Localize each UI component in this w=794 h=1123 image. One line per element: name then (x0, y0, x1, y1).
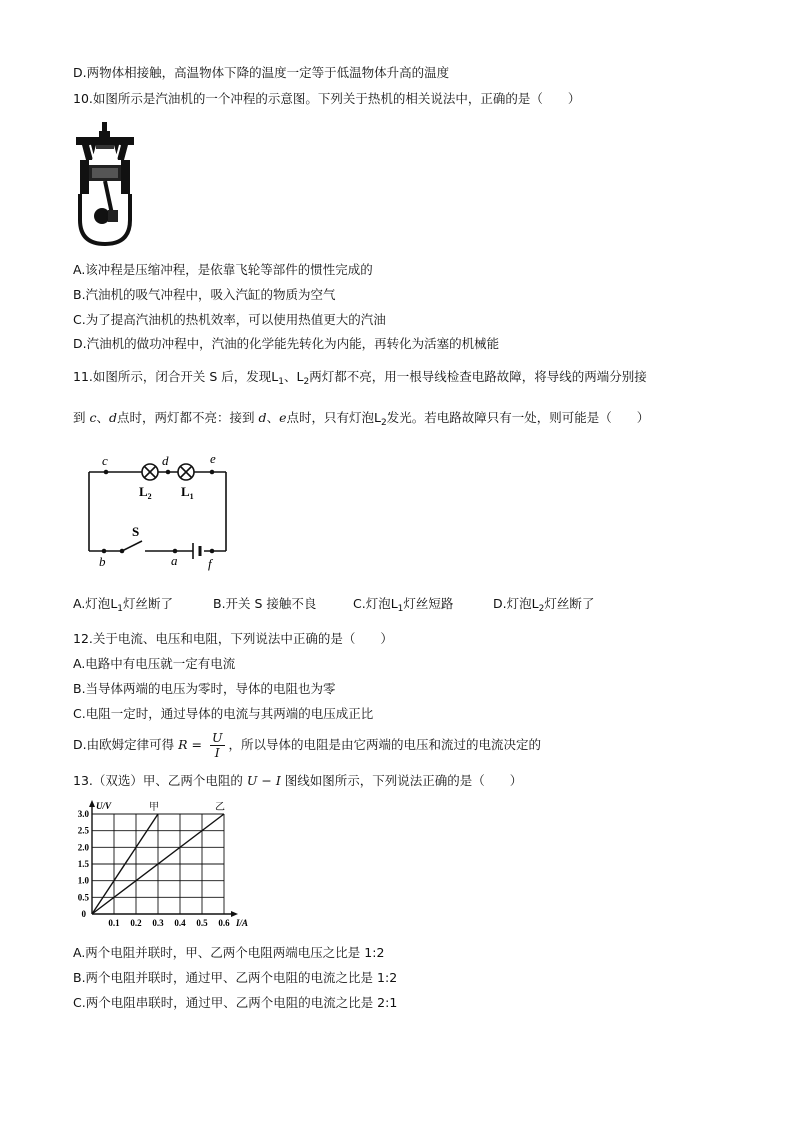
q12-option-c: C.电阻一定时，通过导体的电流与其两端的电压成正比 (73, 706, 374, 721)
q13-option-a: A.两个电阻并联时，甲、乙两个电阻两端电压之比是 1:2 (73, 945, 385, 960)
label-e: e (210, 452, 216, 466)
q9-option-d: D.两物体相接触，高温物体下降的温度一定等于低温物体升高的温度 (73, 65, 450, 80)
y-tick-label: 3.0 (77, 809, 89, 819)
q10-option-a: A.该冲程是压缩冲程，是依靠飞轮等部件的惯性完成的 (73, 262, 373, 277)
y-tick-label: 1.0 (77, 875, 89, 886)
y-tick-label: 0.5 (77, 892, 89, 903)
x-tick-label: 0.4 (174, 918, 186, 928)
x-axis-label: I/A (236, 918, 249, 928)
label-l1: $L_1$ (181, 484, 194, 501)
formula-r: R (178, 737, 188, 752)
q11-stem2-b: 点时，两灯都不亮：接到 (117, 410, 255, 425)
q11-l1: $L_1$ (271, 369, 284, 387)
q11-option-d: D.灯泡$L_2$灯丝断了 (493, 596, 595, 614)
q12-option-a: A.电路中有电压就一定有电流 (73, 656, 236, 671)
q12-option-b: B.当导体两端的电压为零时，导体的电阻也为零 (73, 681, 336, 696)
q12-opt-d-post: ，所以导体的电阻是由它两端的电压和流过的电流决定的 (228, 737, 542, 752)
q11-point-d: d (109, 410, 118, 425)
y-axis-label: U/V (96, 801, 112, 811)
q11-point-c: c (89, 410, 97, 425)
q12-stem: 12.关于电流、电压和电阻，下列说法中正确的是（ ） (73, 631, 393, 646)
q11-sep: 、 (283, 369, 297, 384)
x-tick-label: 0.1 (108, 918, 120, 928)
label-l2: $L_2$ (139, 484, 152, 501)
q11-stem-line2: 到 c、d点时，两灯都不亮：接到 d、e点时，只有灯泡$L_2$发光。若电路故障只有一处，则可能是（ ） (73, 410, 650, 428)
q11-stem-a: 11.如图所示，闭合开关 S 后，发现 (73, 369, 272, 384)
x-tick-label: 0.6 (218, 918, 230, 928)
q11-l2-b: $L_2$ (374, 410, 387, 428)
q13-option-b: B.两个电阻并联时，通过甲、乙两个电阻的电流之比是 1:2 (73, 970, 398, 985)
q10-option-c: C.为了提高汽油机的热机效率，可以使用热值更大的汽油 (73, 312, 386, 327)
q11-option-c: C.灯泡$L_1$灯丝短路 (353, 596, 454, 614)
x-tick-label: 0.2 (130, 918, 142, 928)
q11-stem2-a: 到 (73, 410, 86, 425)
origin-label: 0 (81, 909, 86, 919)
q13-stem-b: 图线如图所示，下列说法正确的是（ ） (284, 773, 523, 788)
formula-eq: = (191, 737, 202, 752)
q10-option-b: B.汽油机的吸气冲程中，吸入汽缸的物质为空气 (73, 287, 336, 302)
q13-ui: U − I (246, 773, 281, 788)
y-tick-label: 2.0 (77, 842, 89, 853)
q10-option-d: D.汽油机的做功冲程中，汽油的化学能先转化为内能，再转化为活塞的机械能 (73, 336, 500, 351)
q13-stem (73, 773, 522, 789)
y-axis-arrow (89, 800, 95, 807)
label-a: a (171, 553, 178, 568)
ui-chart (72, 800, 252, 932)
x-tick-label: 0.3 (152, 918, 164, 928)
x-tick-label: 0.5 (196, 918, 208, 928)
label-b: b (99, 554, 106, 569)
q12-option-d (73, 730, 541, 760)
engine-diagram (74, 120, 136, 246)
label-s: S (132, 524, 140, 539)
q11-l2: $L_2$ (296, 369, 310, 387)
q10-stem: 10.如图所示是汽油机的一个冲程的示意图。下列关于热机的相关说法中，正确的是（ ） (73, 91, 581, 106)
q13-stem-a: 13.（双选）甲、乙两个电阻的 (73, 773, 243, 788)
q11-options (73, 596, 594, 617)
q11-point-d2: d (258, 410, 267, 425)
q12-opt-d-pre: D.由欧姆定律可得 (73, 737, 175, 752)
label-c: c (102, 453, 108, 468)
series-label-2: 乙 (215, 802, 225, 813)
series-label-1: 甲 (149, 802, 159, 813)
q11-stem-line1 (73, 369, 647, 390)
x-axis-arrow (231, 911, 238, 917)
q13-option-c: C.两个电阻串联时，通过甲、乙两个电阻的电流之比是 2:1 (73, 995, 398, 1010)
q11-stem2-d: 发光。若电路故障只有一处，则可能是（ ） (386, 410, 650, 425)
circuit-diagram (80, 452, 240, 574)
formula-fraction: $\frac{U}{I}$ (211, 730, 223, 760)
y-tick-label: 2.5 (77, 825, 89, 836)
label-f: f (208, 556, 212, 571)
q11-option-b: B.开关 S 接触不良 (213, 596, 317, 611)
q11-option-a: A.灯泡$L_1$灯丝断了 (73, 596, 174, 614)
label-d: d (162, 453, 169, 468)
q11-stem-b: 两灯都不亮，用一根导线检查电路故障，将导线的两端分别接 (309, 369, 647, 384)
q11-stem2-c: 点时，只有灯泡 (286, 410, 374, 425)
q11-point-e: e (279, 410, 287, 425)
y-tick-label: 1.5 (77, 859, 89, 869)
